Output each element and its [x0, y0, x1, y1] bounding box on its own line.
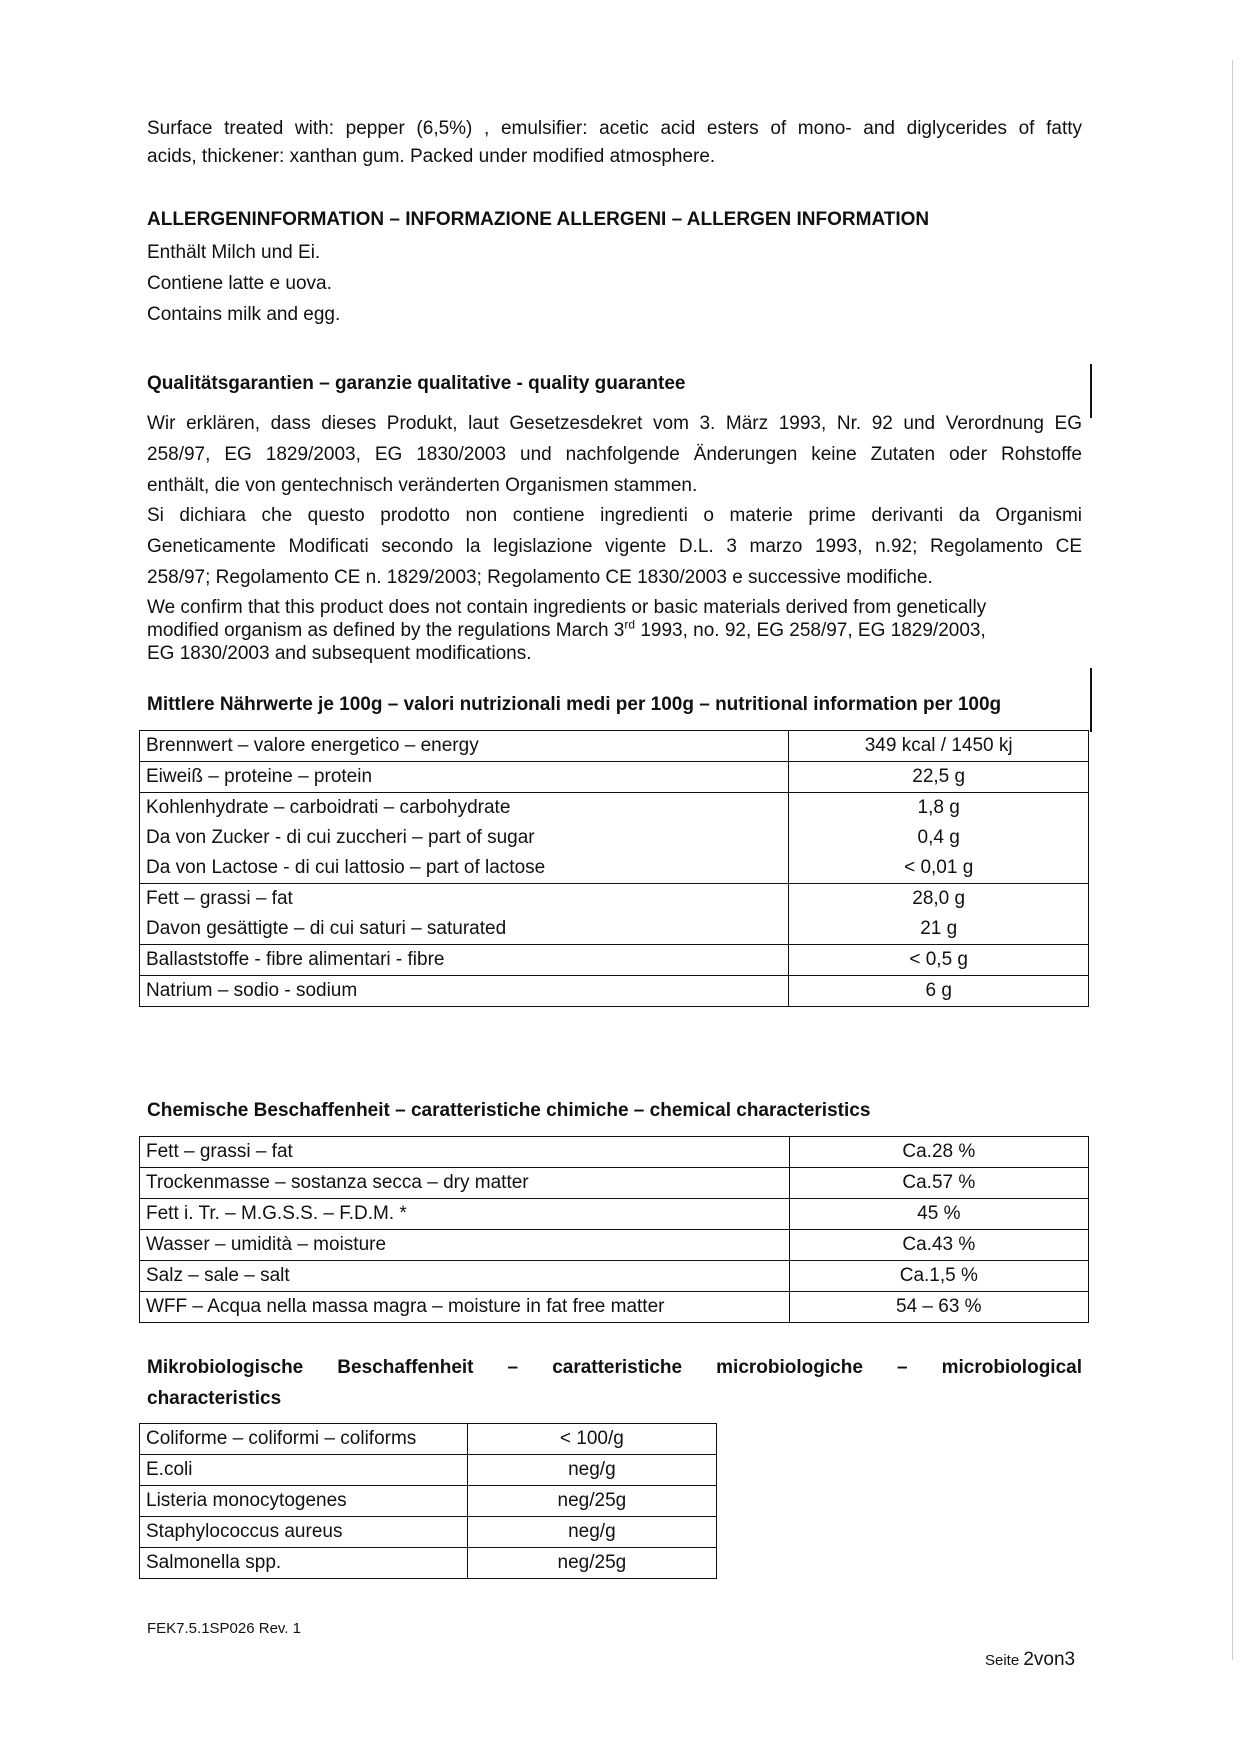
quality-it-paragraph	[147, 500, 1082, 593]
table-row	[140, 1292, 1089, 1323]
table-row	[140, 1261, 1089, 1292]
chemical-value: Ca.57 %	[789, 1168, 1088, 1199]
quality-en-line-2-b: 1993, no. 92, EG 258/97, EG 1829/2003,	[635, 620, 986, 641]
chemical-table	[139, 1136, 1089, 1323]
chemical-value: 54 – 63 %	[789, 1292, 1088, 1323]
quality-de-line-2: 258/97, EG 1829/2003, EG 1830/2003 und nachfolgende Änderungen keine Zutaten oder Rohstoffe	[147, 444, 1082, 465]
table-row	[140, 945, 1089, 976]
table-row	[140, 914, 1089, 945]
footer-page-prefix: Seite	[985, 1652, 1024, 1669]
micro-label: Listeria monocytogenes	[140, 1486, 468, 1517]
chemical-label: WFF – Acqua nella massa magra – moisture in fat free matter	[140, 1292, 790, 1323]
micro-label: Salmonella spp.	[140, 1548, 468, 1579]
footer-document-code: FEK7.5.1SP026 Rev. 1	[147, 1620, 301, 1637]
chemical-value: Ca.28 %	[789, 1137, 1088, 1168]
chemical-label: Salz – sale – salt	[140, 1261, 790, 1292]
quality-it-line-2: Geneticamente Modificati secondo la legislazione vigente D.L. 3 marzo 1993, n.92; Regolamento CE	[147, 536, 1082, 557]
micro-heading-line-1: Mikrobiologische Beschaffenheit – caratteristiche microbiologiche – microbiological	[147, 1357, 1082, 1378]
chemical-label: Trockenmasse – sostanza secca – dry matter	[140, 1168, 790, 1199]
nutrition-value: 6 g	[789, 976, 1089, 1007]
quality-en-line-2	[147, 619, 1067, 642]
table-row	[140, 1486, 717, 1517]
table-row	[140, 1168, 1089, 1199]
nutrition-value: 22,5 g	[789, 762, 1089, 793]
micro-label: Staphylococcus aureus	[140, 1517, 468, 1548]
allergen-de: Enthält Milch und Ei.	[147, 242, 321, 263]
chemical-value: Ca.1,5 %	[789, 1261, 1088, 1292]
table-row	[140, 976, 1089, 1007]
quality-de-paragraph	[147, 408, 1082, 501]
nutrition-label: Eiweiß – proteine – protein	[140, 762, 789, 793]
table-row	[140, 793, 1089, 824]
nutrition-value: 349 kcal / 1450 kj	[789, 731, 1089, 762]
allergen-it: Contiene latte e uova.	[147, 273, 332, 294]
table-row	[140, 762, 1089, 793]
revision-bar-2	[1090, 668, 1092, 732]
micro-value: < 100/g	[467, 1424, 716, 1455]
micro-value: neg/g	[467, 1455, 716, 1486]
nutrition-label: Fett – grassi – fat	[140, 884, 789, 915]
table-row	[140, 1424, 717, 1455]
nutrition-value: < 0,01 g	[789, 853, 1089, 884]
nutrition-label: Da von Zucker - di cui zuccheri – part of sugar	[140, 823, 789, 853]
chemical-label: Fett i. Tr. – M.G.S.S. – F.D.M. *	[140, 1199, 790, 1230]
allergen-heading: ALLERGENINFORMATION – INFORMAZIONE ALLERGENI – ALLERGEN INFORMATION	[147, 209, 930, 230]
ingredients-paragraph	[147, 113, 1082, 172]
nutrition-table	[139, 730, 1089, 1007]
ingredients-line-2: acids, thickener: xanthan gum. Packed under modified atmosphere.	[147, 146, 716, 167]
micro-table	[139, 1423, 717, 1579]
nutrition-label: Davon gesättigte – di cui saturi – saturated	[140, 914, 789, 945]
quality-heading: Qualitätsgarantien – garanzie qualitative - quality guarantee	[147, 373, 686, 394]
quality-en-line-3: EG 1830/2003 and subsequent modifications.	[147, 643, 532, 664]
quality-de-line-1: Wir erklären, dass dieses Produkt, laut Gesetzesdekret vom 3. März 1993, Nr. 92 und Verordnung EG	[147, 413, 1082, 434]
table-row	[140, 853, 1089, 884]
footer-page-value: 2von3	[1023, 1649, 1076, 1670]
table-row	[140, 1137, 1089, 1168]
allergen-paragraph	[147, 237, 1082, 330]
chemical-label: Wasser – umidità – moisture	[140, 1230, 790, 1261]
nutrition-label: Brennwert – valore energetico – energy	[140, 731, 789, 762]
nutrition-value: < 0,5 g	[789, 945, 1089, 976]
superscript-rd: rd	[624, 617, 636, 632]
nutrition-label: Kohlenhydrate – carboidrati – carbohydrate	[140, 793, 789, 824]
chemical-value: Ca.43 %	[789, 1230, 1088, 1261]
ingredients-line-1: Surface treated with: pepper (6,5%) , emulsifier: acetic acid esters of mono- and diglycerides of fatty	[147, 118, 1082, 139]
scan-edge-line	[1232, 60, 1233, 1660]
nutrition-value: 0,4 g	[789, 823, 1089, 853]
chemical-heading: Chemische Beschaffenheit – caratteristiche chimiche – chemical characteristics	[147, 1100, 871, 1121]
chemical-label: Fett – grassi – fat	[140, 1137, 790, 1168]
micro-label: Coliforme – coliformi – coliforms	[140, 1424, 468, 1455]
nutrition-heading: Mittlere Nährwerte je 100g – valori nutrizionali medi per 100g – nutritional information per 100g	[147, 694, 1002, 715]
micro-value: neg/g	[467, 1517, 716, 1548]
micro-value: neg/25g	[467, 1548, 716, 1579]
table-row	[140, 1199, 1089, 1230]
table-row	[140, 731, 1089, 762]
table-row	[140, 1548, 717, 1579]
micro-heading-line-2: characteristics	[147, 1388, 282, 1409]
table-row	[140, 823, 1089, 853]
nutrition-label: Da von Lactose - di cui lattosio – part of lactose	[140, 853, 789, 884]
table-row	[140, 1517, 717, 1548]
revision-bar	[1090, 364, 1092, 418]
quality-en-line-2-a: modified organism as defined by the regulations March 3	[147, 620, 625, 641]
table-row	[140, 1455, 717, 1486]
nutrition-value: 21 g	[789, 914, 1089, 945]
quality-de-line-3: enthält, die von gentechnisch veränderten Organismen stammen.	[147, 475, 698, 496]
nutrition-value: 28,0 g	[789, 884, 1089, 915]
nutrition-label: Ballaststoffe - fibre alimentari - fibre	[140, 945, 789, 976]
table-row	[140, 884, 1089, 915]
quality-it-line-3: 258/97; Regolamento CE n. 1829/2003; Regolamento CE 1830/2003 e successive modifiche.	[147, 567, 933, 588]
footer-page-number	[985, 1649, 1075, 1671]
micro-label: E.coli	[140, 1455, 468, 1486]
table-row	[140, 1230, 1089, 1261]
micro-value: neg/25g	[467, 1486, 716, 1517]
allergen-en: Contains milk and egg.	[147, 304, 341, 325]
quality-it-line-1: Si dichiara che questo prodotto non contiene ingredienti o materie prime derivanti da Organismi	[147, 505, 1082, 526]
nutrition-label: Natrium – sodio - sodium	[140, 976, 789, 1007]
quality-en-line-1: We confirm that this product does not contain ingredients or basic materials derived from genetically	[147, 597, 987, 618]
quality-en-paragraph	[147, 596, 1067, 665]
micro-heading	[147, 1352, 1082, 1414]
chemical-value: 45 %	[789, 1199, 1088, 1230]
nutrition-value: 1,8 g	[789, 793, 1089, 824]
